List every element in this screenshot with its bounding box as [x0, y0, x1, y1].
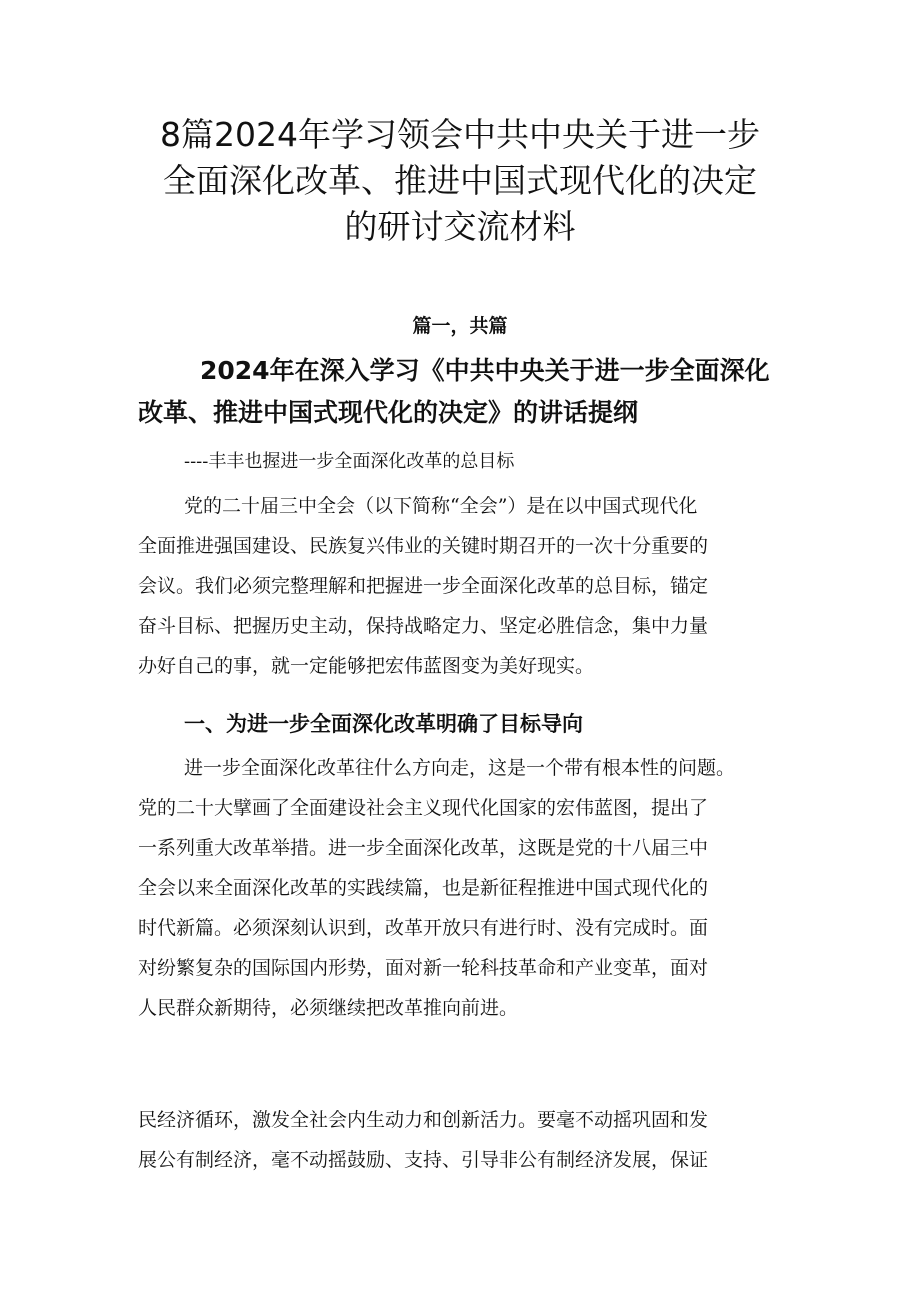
part-label: 篇一，共篇	[412, 315, 508, 337]
tail-paragraph	[138, 1100, 788, 1180]
title-line: 8篇2024年学习领会中共中央关于进一步	[160, 115, 760, 154]
intro-paragraph	[138, 486, 788, 686]
text-line: 办好自己的事，就一定能够把宏伟蓝图变为美好现实。	[138, 655, 595, 677]
text-line: 奋斗目标、把握历史主动，保持战略定力、坚定必胜信念，集中力量	[138, 615, 709, 637]
text-line: 人民群众新期待，必须继续把改革推向前进。	[138, 997, 519, 1019]
text-line: 全面推进强国建设、民族复兴伟业的关键时期召开的一次十分重要的	[138, 535, 709, 557]
text-line: 党的二十届三中全会（以下简称“全会”）是在以中国式现代化	[184, 495, 698, 517]
speech-title-line: 2024年在深入学习《中共中央关于进一步全面深化	[200, 356, 770, 385]
subtitle: ----丰丰也握进一步全面深化改革的总目标	[184, 451, 515, 472]
text-line: 对纷繁复杂的国际国内形势，面对新一轮科技革命和产业变革，面对	[138, 957, 709, 979]
speech-title	[138, 350, 798, 434]
text-line: 会议。我们必须完整理解和把握进一步全面深化改革的总目标，锚定	[138, 575, 709, 597]
text-line: 党的二十大擘画了全面建设社会主义现代化国家的宏伟蓝图，提出了	[138, 797, 709, 819]
title-line: 全面深化改革、推进中国式现代化的决定	[163, 161, 757, 200]
text-line: 展公有制经济，毫不动摇鼓励、支持、引导非公有制经济发展，保证	[138, 1149, 709, 1171]
document-title	[60, 112, 860, 250]
text-line: 一系列重大改革举措。进一步全面深化改革，这既是党的十八届三中	[138, 837, 709, 859]
section-heading: 一、为进一步全面深化改革明确了目标导向	[184, 712, 583, 736]
text-line: 时代新篇。必须深刻认识到，改革开放只有进行时、没有完成时。面	[138, 917, 709, 939]
text-line: 民经济循环，激发全社会内生动力和创新活力。要毫不动摇巩固和发	[138, 1109, 709, 1131]
title-line: 的研讨交流材料	[344, 207, 576, 246]
text-line: 进一步全面深化改革往什么方向走，这是一个带有根本性的问题。	[184, 757, 736, 779]
speech-title-line: 改革、推进中国式现代化的决定》的讲话提纲	[138, 398, 639, 427]
text-line: 全会以来全面深化改革的实践续篇，也是新征程推进中国式现代化的	[138, 877, 709, 899]
body-paragraph	[138, 748, 788, 1028]
